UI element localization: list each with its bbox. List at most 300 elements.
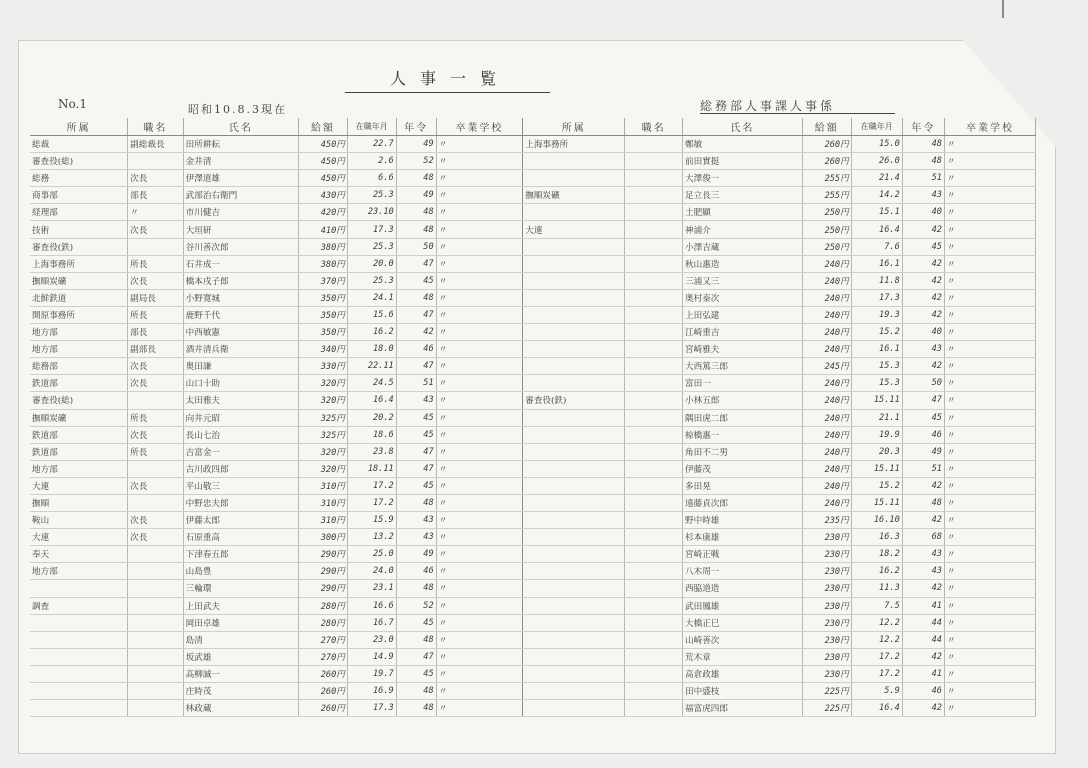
right-age-cell: 51 — [902, 460, 944, 477]
right-pay-cell: 250円 — [802, 204, 851, 221]
left-school-cell: 〃 — [436, 170, 523, 187]
right-pay-cell: 230円 — [802, 580, 851, 597]
left-dept-cell: 調査 — [30, 597, 128, 614]
right-pay-cell: 230円 — [802, 563, 851, 580]
right-pay-cell: 240円 — [802, 289, 851, 306]
left-pay-cell: 310円 — [299, 494, 348, 511]
right-school-cell: 〃 — [944, 631, 1035, 648]
left-name-cell: 市川健吉 — [183, 204, 298, 221]
left-title-cell — [128, 238, 183, 255]
left-tenure-cell: 15.9 — [347, 512, 396, 529]
left-name-cell: 谷川善次郎 — [183, 238, 298, 255]
right-dept-cell — [523, 597, 625, 614]
left-dept-cell: 総務部 — [30, 358, 128, 375]
right-dept-cell — [523, 306, 625, 323]
right-pay-cell: 240円 — [802, 306, 851, 323]
right-school-cell: 〃 — [944, 529, 1035, 546]
right-name-cell: 隅田虎二郎 — [683, 409, 803, 426]
right-age-cell: 42 — [902, 512, 944, 529]
left-age-cell: 47 — [396, 358, 436, 375]
right-age-cell: 44 — [902, 631, 944, 648]
table-row — [30, 426, 1036, 443]
left-pay-cell: 450円 — [299, 136, 348, 153]
right-school-cell: 〃 — [944, 665, 1035, 682]
right-school-cell: 〃 — [944, 580, 1035, 597]
left-dept-cell: 北鮮鉄道 — [30, 289, 128, 306]
left-title-cell: 所長 — [128, 306, 183, 323]
left-tenure-cell: 17.3 — [347, 700, 396, 717]
table-row — [30, 477, 1036, 494]
right-name-cell: 高倉政雄 — [683, 665, 803, 682]
left-title-cell: 副局長 — [128, 289, 183, 306]
right-school-cell: 〃 — [944, 187, 1035, 204]
table-row — [30, 683, 1036, 700]
right-age-cell: 45 — [902, 409, 944, 426]
left-age-cell: 47 — [396, 460, 436, 477]
right-name-cell: 上田弘建 — [683, 306, 803, 323]
left-name-cell: 石原重高 — [183, 529, 298, 546]
right-name-cell: 西脇道造 — [683, 580, 803, 597]
right-pay-cell: 255円 — [802, 187, 851, 204]
right-school-cell: 〃 — [944, 255, 1035, 272]
table-row — [30, 187, 1036, 204]
right-age-cell: 40 — [902, 204, 944, 221]
right-school-cell: 〃 — [944, 494, 1035, 511]
right-dept-cell — [523, 665, 625, 682]
right-age-cell: 42 — [902, 221, 944, 238]
left-school-cell: 〃 — [436, 238, 523, 255]
right-title-cell — [625, 392, 683, 409]
right-pay-cell: 240円 — [802, 375, 851, 392]
left-school-cell: 〃 — [436, 477, 523, 494]
right-tenure-cell: 15.11 — [851, 494, 902, 511]
left-tenure-cell: 19.7 — [347, 665, 396, 682]
left-title-cell — [128, 392, 183, 409]
right-tenure-cell: 16.4 — [851, 221, 902, 238]
right-title-cell — [625, 272, 683, 289]
right-tenure-cell: 12.2 — [851, 614, 902, 631]
left-age-cell: 48 — [396, 700, 436, 717]
right-age-cell: 48 — [902, 494, 944, 511]
left-title-cell: 所長 — [128, 255, 183, 272]
right-age-cell: 48 — [902, 136, 944, 153]
left-age-cell: 48 — [396, 221, 436, 238]
left-age-cell: 45 — [396, 614, 436, 631]
left-col-age: 年令 — [396, 118, 436, 136]
left-pay-cell: 330円 — [299, 358, 348, 375]
right-school-cell: 〃 — [944, 153, 1035, 170]
right-title-cell — [625, 341, 683, 358]
right-school-cell: 〃 — [944, 477, 1035, 494]
left-title-cell — [128, 153, 183, 170]
left-name-cell: 山島豊 — [183, 563, 298, 580]
right-title-cell — [625, 631, 683, 648]
left-age-cell: 48 — [396, 204, 436, 221]
left-name-cell: 坂武雄 — [183, 648, 298, 665]
left-title-cell: 部長 — [128, 324, 183, 341]
right-name-cell: 多田晃 — [683, 477, 803, 494]
right-age-cell: 48 — [902, 153, 944, 170]
left-dept-cell — [30, 700, 128, 717]
right-name-cell: 鄭敏 — [683, 136, 803, 153]
left-name-cell: 古川政四郎 — [183, 460, 298, 477]
left-name-cell: 大垣研 — [183, 221, 298, 238]
left-school-cell: 〃 — [436, 546, 523, 563]
right-tenure-cell: 19.9 — [851, 426, 902, 443]
left-title-cell — [128, 460, 183, 477]
right-name-cell: 伊藤茂 — [683, 460, 803, 477]
right-tenure-cell: 7.6 — [851, 238, 902, 255]
left-name-cell: 向井元昭 — [183, 409, 298, 426]
title-underline — [345, 92, 550, 93]
right-tenure-cell: 5.9 — [851, 683, 902, 700]
left-title-cell: 〃 — [128, 204, 183, 221]
right-age-cell: 43 — [902, 187, 944, 204]
left-title-cell — [128, 648, 183, 665]
table-row — [30, 136, 1036, 153]
left-age-cell: 51 — [396, 375, 436, 392]
left-name-cell: 小野寛城 — [183, 289, 298, 306]
left-title-cell: 副総裁長 — [128, 136, 183, 153]
left-school-cell: 〃 — [436, 597, 523, 614]
right-age-cell: 46 — [902, 426, 944, 443]
left-dept-cell — [30, 614, 128, 631]
right-name-cell: 大橋正巳 — [683, 614, 803, 631]
right-dept-cell — [523, 204, 625, 221]
left-dept-cell: 鉄道部 — [30, 443, 128, 460]
right-pay-cell: 240円 — [802, 392, 851, 409]
left-tenure-cell: 24.5 — [347, 375, 396, 392]
left-col-pay: 給額 — [299, 118, 348, 136]
right-pay-cell: 255円 — [802, 170, 851, 187]
right-name-cell: 武田鳳雄 — [683, 597, 803, 614]
right-name-cell: 荒木章 — [683, 648, 803, 665]
left-title-cell: 次長 — [128, 529, 183, 546]
right-age-cell: 41 — [902, 597, 944, 614]
right-age-cell: 41 — [902, 665, 944, 682]
right-pay-cell: 225円 — [802, 683, 851, 700]
right-name-cell: 三浦又三 — [683, 272, 803, 289]
left-school-cell: 〃 — [436, 529, 523, 546]
left-dept-cell: 審査役(総) — [30, 153, 128, 170]
left-age-cell: 47 — [396, 255, 436, 272]
left-school-cell: 〃 — [436, 375, 523, 392]
right-tenure-cell: 15.1 — [851, 204, 902, 221]
table-row — [30, 255, 1036, 272]
left-school-cell: 〃 — [436, 443, 523, 460]
left-tenure-cell: 18.6 — [347, 426, 396, 443]
left-tenure-cell: 6.6 — [347, 170, 396, 187]
left-name-cell: 三輪環 — [183, 580, 298, 597]
left-school-cell: 〃 — [436, 255, 523, 272]
left-pay-cell: 370円 — [299, 272, 348, 289]
left-pay-cell: 320円 — [299, 460, 348, 477]
right-tenure-cell: 20.3 — [851, 443, 902, 460]
right-name-cell: 角田不二男 — [683, 443, 803, 460]
right-name-cell: 福富虎四郎 — [683, 700, 803, 717]
right-age-cell: 42 — [902, 272, 944, 289]
right-dept-cell — [523, 409, 625, 426]
left-tenure-cell: 18.0 — [347, 341, 396, 358]
right-age-cell: 42 — [902, 580, 944, 597]
right-tenure-cell: 15.2 — [851, 477, 902, 494]
right-name-cell: 杉本康雄 — [683, 529, 803, 546]
table-row — [30, 614, 1036, 631]
left-age-cell: 48 — [396, 683, 436, 700]
right-pay-cell: 230円 — [802, 529, 851, 546]
right-pay-cell: 240円 — [802, 324, 851, 341]
left-title-cell — [128, 665, 183, 682]
right-age-cell: 42 — [902, 477, 944, 494]
right-pay-cell: 235円 — [802, 512, 851, 529]
left-title-cell: 次長 — [128, 375, 183, 392]
right-tenure-cell: 18.2 — [851, 546, 902, 563]
right-pay-cell: 240円 — [802, 426, 851, 443]
table-row — [30, 392, 1036, 409]
left-title-cell — [128, 597, 183, 614]
left-pay-cell: 320円 — [299, 392, 348, 409]
left-age-cell: 45 — [396, 409, 436, 426]
right-name-cell: 奥村泰次 — [683, 289, 803, 306]
left-tenure-cell: 20.2 — [347, 409, 396, 426]
right-school-cell: 〃 — [944, 683, 1035, 700]
right-school-cell: 〃 — [944, 306, 1035, 323]
left-col-school: 卒業学校 — [436, 118, 523, 136]
left-school-cell: 〃 — [436, 136, 523, 153]
right-pay-cell: 240円 — [802, 477, 851, 494]
right-tenure-cell: 15.11 — [851, 460, 902, 477]
table-row — [30, 494, 1036, 511]
right-age-cell: 49 — [902, 443, 944, 460]
left-age-cell: 49 — [396, 187, 436, 204]
right-name-cell: 神浦介 — [683, 221, 803, 238]
left-pay-cell: 270円 — [299, 648, 348, 665]
left-tenure-cell: 20.0 — [347, 255, 396, 272]
left-name-cell: 高柳誠一 — [183, 665, 298, 682]
left-title-cell — [128, 494, 183, 511]
left-name-cell: 奥田謙 — [183, 358, 298, 375]
right-title-cell — [625, 460, 683, 477]
left-school-cell: 〃 — [436, 700, 523, 717]
left-school-cell: 〃 — [436, 631, 523, 648]
left-dept-cell: 審査役(総) — [30, 392, 128, 409]
right-pay-cell: 245円 — [802, 358, 851, 375]
right-title-cell — [625, 409, 683, 426]
right-pay-cell: 240円 — [802, 255, 851, 272]
right-tenure-cell: 15.3 — [851, 358, 902, 375]
left-dept-cell: 経理部 — [30, 204, 128, 221]
right-school-cell: 〃 — [944, 426, 1035, 443]
right-name-cell: 山崎善次 — [683, 631, 803, 648]
right-dept-cell — [523, 153, 625, 170]
left-pay-cell: 325円 — [299, 409, 348, 426]
left-pay-cell: 310円 — [299, 512, 348, 529]
right-age-cell: 42 — [902, 255, 944, 272]
right-name-cell: 田中盛枝 — [683, 683, 803, 700]
table-row — [30, 443, 1036, 460]
left-pay-cell: 380円 — [299, 238, 348, 255]
table-row — [30, 563, 1036, 580]
right-pay-cell: 230円 — [802, 631, 851, 648]
left-title-cell — [128, 631, 183, 648]
right-title-cell — [625, 443, 683, 460]
right-pay-cell: 230円 — [802, 665, 851, 682]
right-dept-cell — [523, 546, 625, 563]
left-tenure-cell: 16.4 — [347, 392, 396, 409]
right-age-cell: 51 — [902, 170, 944, 187]
left-name-cell: 林政蔵 — [183, 700, 298, 717]
document-date: 昭和10.8.3現在 — [188, 103, 287, 116]
left-dept-cell: 上海事務所 — [30, 255, 128, 272]
right-tenure-cell: 14.2 — [851, 187, 902, 204]
right-pay-cell: 240円 — [802, 409, 851, 426]
left-age-cell: 48 — [396, 289, 436, 306]
left-title-cell: 次長 — [128, 221, 183, 238]
right-dept-cell: 上海事務所 — [523, 136, 625, 153]
left-title-cell — [128, 614, 183, 631]
left-name-cell: 石井成一 — [183, 255, 298, 272]
left-tenure-cell: 25.3 — [347, 238, 396, 255]
left-dept-cell: 地方部 — [30, 460, 128, 477]
right-tenure-cell: 16.3 — [851, 529, 902, 546]
right-tenure-cell: 15.0 — [851, 136, 902, 153]
left-pay-cell: 270円 — [299, 631, 348, 648]
right-dept-cell: 審査役(鉄) — [523, 392, 625, 409]
left-pay-cell: 325円 — [299, 426, 348, 443]
left-tenure-cell: 16.7 — [347, 614, 396, 631]
left-title-cell: 次長 — [128, 426, 183, 443]
left-age-cell: 49 — [396, 136, 436, 153]
right-name-cell: 前田實挺 — [683, 153, 803, 170]
right-pay-cell: 240円 — [802, 443, 851, 460]
right-dept-cell — [523, 375, 625, 392]
right-dept-cell — [523, 460, 625, 477]
left-pay-cell: 410円 — [299, 221, 348, 238]
left-school-cell: 〃 — [436, 187, 523, 204]
left-school-cell: 〃 — [436, 665, 523, 682]
left-school-cell: 〃 — [436, 409, 523, 426]
table-row — [30, 700, 1036, 717]
right-school-cell: 〃 — [944, 392, 1035, 409]
table-row — [30, 324, 1036, 341]
right-name-cell: 富田一 — [683, 375, 803, 392]
right-age-cell: 44 — [902, 614, 944, 631]
left-col-name: 氏名 — [183, 118, 298, 136]
left-school-cell: 〃 — [436, 221, 523, 238]
right-name-cell: 大西篤三郎 — [683, 358, 803, 375]
right-name-cell: 土肥顯 — [683, 204, 803, 221]
left-dept-cell: 総務 — [30, 170, 128, 187]
table-row — [30, 665, 1036, 682]
left-pay-cell: 450円 — [299, 170, 348, 187]
left-title-cell: 次長 — [128, 512, 183, 529]
right-school-cell: 〃 — [944, 289, 1035, 306]
left-name-cell: 吉富金一 — [183, 443, 298, 460]
left-pay-cell: 430円 — [299, 187, 348, 204]
left-dept-cell: 商事部 — [30, 187, 128, 204]
right-tenure-cell: 16.1 — [851, 341, 902, 358]
table-row — [30, 648, 1036, 665]
left-pay-cell: 260円 — [299, 665, 348, 682]
table-row — [30, 341, 1036, 358]
left-name-cell: 下津春五郎 — [183, 546, 298, 563]
right-title-cell — [625, 665, 683, 682]
right-name-cell: 宮崎雅夫 — [683, 341, 803, 358]
left-title-cell — [128, 546, 183, 563]
left-age-cell: 52 — [396, 597, 436, 614]
right-tenure-cell: 11.8 — [851, 272, 902, 289]
right-age-cell: 45 — [902, 238, 944, 255]
right-col-age: 年令 — [902, 118, 944, 136]
right-dept-cell — [523, 614, 625, 631]
right-title-cell — [625, 580, 683, 597]
right-school-cell: 〃 — [944, 546, 1035, 563]
left-age-cell: 52 — [396, 153, 436, 170]
left-pay-cell: 350円 — [299, 289, 348, 306]
left-school-cell: 〃 — [436, 494, 523, 511]
right-school-cell: 〃 — [944, 221, 1035, 238]
right-title-cell — [625, 324, 683, 341]
left-title-cell: 次長 — [128, 477, 183, 494]
right-dept-cell — [523, 443, 625, 460]
left-col-tenure: 在職年月 — [347, 118, 396, 136]
right-tenure-cell: 21.4 — [851, 170, 902, 187]
right-title-cell — [625, 614, 683, 631]
document-number: No.1 — [58, 97, 87, 111]
right-title-cell — [625, 597, 683, 614]
left-tenure-cell: 25.3 — [347, 187, 396, 204]
left-name-cell: 庄時茂 — [183, 683, 298, 700]
right-school-cell: 〃 — [944, 341, 1035, 358]
right-tenure-cell: 15.3 — [851, 375, 902, 392]
left-pay-cell: 380円 — [299, 255, 348, 272]
left-name-cell: 長山七治 — [183, 426, 298, 443]
left-tenure-cell: 2.6 — [347, 153, 396, 170]
table-row — [30, 289, 1036, 306]
right-pay-cell: 240円 — [802, 341, 851, 358]
page-edge-mark — [1002, 0, 1004, 18]
right-dept-cell — [523, 529, 625, 546]
right-pay-cell: 240円 — [802, 460, 851, 477]
right-school-cell: 〃 — [944, 136, 1035, 153]
right-age-cell: 46 — [902, 683, 944, 700]
right-age-cell: 42 — [902, 700, 944, 717]
left-age-cell: 45 — [396, 272, 436, 289]
right-tenure-cell: 17.3 — [851, 289, 902, 306]
right-dept-cell — [523, 477, 625, 494]
right-title-cell — [625, 170, 683, 187]
right-dept-cell — [523, 563, 625, 580]
left-dept-cell: 鉄道部 — [30, 375, 128, 392]
left-school-cell: 〃 — [436, 683, 523, 700]
right-name-cell: 秋山惠造 — [683, 255, 803, 272]
left-age-cell: 43 — [396, 512, 436, 529]
right-tenure-cell: 16.1 — [851, 255, 902, 272]
right-title-cell — [625, 477, 683, 494]
right-school-cell: 〃 — [944, 375, 1035, 392]
left-dept-cell: 鞍山 — [30, 512, 128, 529]
right-dept-cell — [523, 683, 625, 700]
right-title-cell — [625, 375, 683, 392]
left-title-cell: 次長 — [128, 358, 183, 375]
left-dept-cell — [30, 648, 128, 665]
right-dept-cell: 大連 — [523, 221, 625, 238]
right-name-cell: 大澤俊一 — [683, 170, 803, 187]
left-tenure-cell: 23.10 — [347, 204, 396, 221]
table-row — [30, 272, 1036, 289]
right-title-cell — [625, 546, 683, 563]
right-school-cell: 〃 — [944, 648, 1035, 665]
